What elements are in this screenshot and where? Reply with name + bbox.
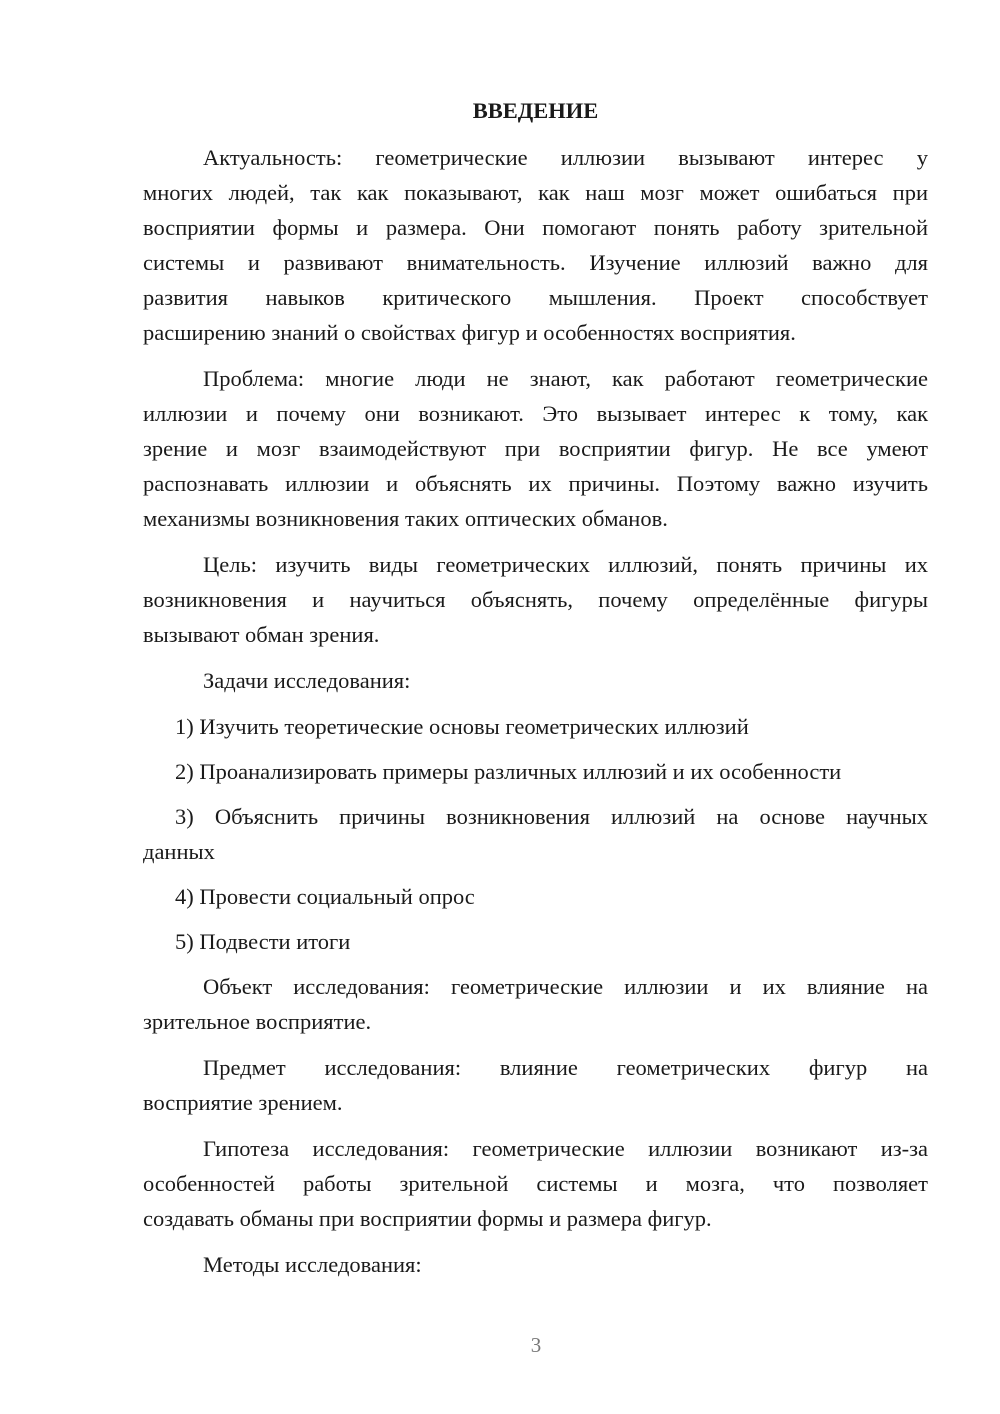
text-line: восприятии формы и размера. Они помогают понять работу зрительной [143, 215, 928, 240]
section-title: ВВЕДЕНИЕ [472, 98, 599, 123]
task-item [143, 924, 928, 959]
task-item [143, 879, 928, 914]
problem-paragraph [143, 361, 928, 536]
text-line: зрительное восприятие. [143, 1009, 372, 1034]
text-line: вызывают обман зрения. [143, 622, 380, 647]
text-line: Гипотеза исследования: геометрические иллюзии возникают из-за [203, 1136, 928, 1161]
methods-heading [143, 1247, 928, 1282]
text-line: Предмет исследования: влияние геометрических фигур на [203, 1055, 928, 1080]
text-line: зрение и мозг взаимодействуют при восприятии фигур. Не все умеют [143, 436, 928, 461]
text-line: 4) Провести социальный опрос [175, 884, 475, 909]
text-line: Методы исследования: [203, 1252, 422, 1277]
text-line: расширению знаний о свойствах фигур и особенностях восприятия. [143, 320, 796, 345]
text-line: Проблема: многие люди не знают, как работают геометрические [203, 366, 928, 391]
hypothesis-paragraph [143, 1131, 928, 1236]
text-line: иллюзии и почему они возникают. Это вызывает интерес к тому, как [143, 401, 928, 426]
document-page [143, 94, 928, 1293]
page-number: 3 [530, 1333, 542, 1357]
relevance-paragraph [143, 140, 928, 350]
text-line: восприятие зрением. [143, 1090, 343, 1115]
text-line: Объект исследования: геометрические иллюзии и их влияние на [203, 974, 928, 999]
text-line: распознавать иллюзии и объяснять их причины. Поэтому важно изучить [143, 471, 928, 496]
task-item [143, 709, 928, 744]
tasks-heading [143, 663, 928, 698]
text-line: 3) Объяснить причины возникновения иллюзий на основе научных [175, 804, 928, 829]
text-line: многих людей, так как показывают, как наш мозг может ошибаться при [143, 180, 928, 205]
text-line: Актуальность: геометрические иллюзии вызывают интерес у [203, 145, 928, 170]
task-item [143, 799, 928, 869]
text-line: Цель: изучить виды геометрических иллюзий, понять причины их [203, 552, 928, 577]
object-paragraph [143, 969, 928, 1039]
text-line: возникновения и научиться объяснять, почему определённые фигуры [143, 587, 928, 612]
text-line: развития навыков критического мышления. Проект способствует [143, 285, 928, 310]
text-line: 1) Изучить теоретические основы геометрических иллюзий [175, 714, 749, 739]
text-line: 2) Проанализировать примеры различных иллюзий и их особенности [175, 759, 842, 784]
text-line: механизмы возникновения таких оптических обманов. [143, 506, 668, 531]
task-item [143, 754, 928, 789]
text-line: системы и развивают внимательность. Изучение иллюзий важно для [143, 250, 928, 275]
text-line: 5) Подвести итоги [175, 929, 351, 954]
goal-paragraph [143, 547, 928, 652]
text-line: данных [143, 839, 215, 864]
text-line: создавать обманы при восприятии формы и размера фигур. [143, 1206, 712, 1231]
text-line: Задачи исследования: [203, 668, 411, 693]
text-line: особенностей работы зрительной системы и мозга, что позволяет [143, 1171, 928, 1196]
subject-paragraph [143, 1050, 928, 1120]
